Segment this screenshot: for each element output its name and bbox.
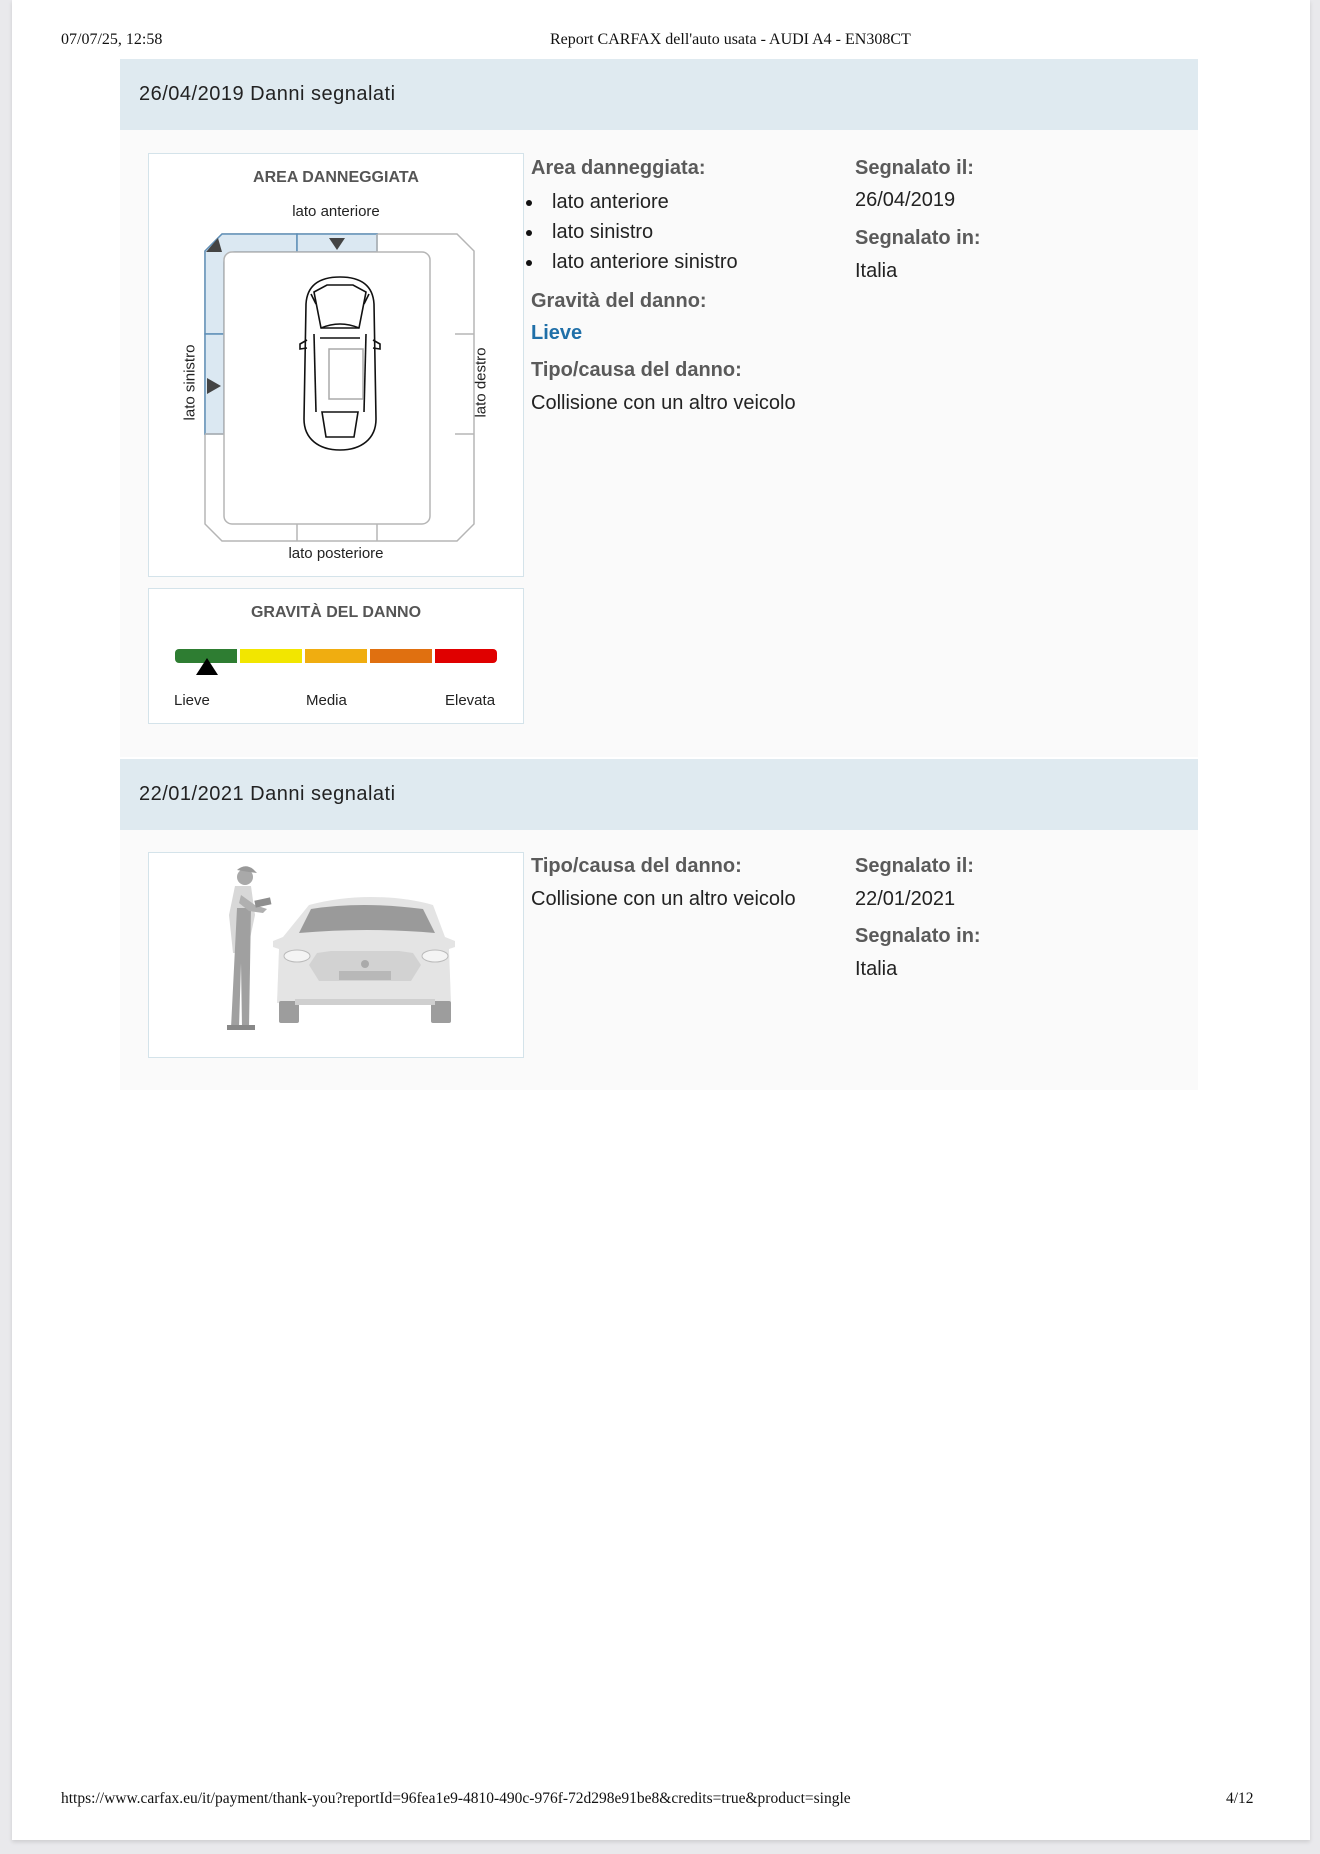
severity-bar xyxy=(175,649,497,663)
severity-value: Lieve xyxy=(531,322,583,344)
list-item: lato anteriore xyxy=(531,187,831,217)
print-datetime: 07/07/25, 12:58 xyxy=(61,31,163,48)
damage-record-2021 xyxy=(120,759,1198,1090)
mechanic-illustration xyxy=(148,852,524,1058)
reported-on-label: Segnalato il: xyxy=(855,157,974,179)
reported-on-value: 22/01/2021 xyxy=(855,888,956,910)
severity-segment xyxy=(240,649,302,663)
severity-scale-title: GRAVITÀ DEL DANNO xyxy=(250,604,422,621)
mechanic-inspecting-car-icon xyxy=(149,853,523,1057)
cause-value: Collisione con un altro veicolo xyxy=(531,888,796,910)
report-details xyxy=(855,849,1155,985)
severity-label-low: Lieve xyxy=(174,692,210,709)
reported-on-label: Segnalato il: xyxy=(855,855,974,877)
damage-details xyxy=(531,151,831,419)
reported-in-label: Segnalato in: xyxy=(855,925,981,947)
severity-label: Gravità del danno: xyxy=(531,290,707,312)
reported-in-value: Italia xyxy=(855,260,898,282)
diagram-title: AREA DANNEGGIATA xyxy=(253,169,419,186)
cause-value: Collisione con un altro veicolo xyxy=(531,392,796,414)
label-left: lato sinistro xyxy=(181,344,199,421)
print-title: Report CARFAX dell'auto usata - AUDI A4 - EN308CT xyxy=(550,31,911,48)
severity-label-high: Elevata xyxy=(445,692,496,709)
label-front: lato anteriore xyxy=(292,203,380,220)
label-rear: lato posteriore xyxy=(288,545,384,562)
list-item: lato sinistro xyxy=(531,217,831,247)
damaged-areas-list xyxy=(531,187,831,277)
reported-in-value: Italia xyxy=(855,958,898,980)
record-title: 22/01/2021 Danni segnalati xyxy=(120,759,1198,830)
cause-label: Tipo/causa del danno: xyxy=(531,359,742,381)
cause-label: Tipo/causa del danno: xyxy=(531,855,742,877)
report-details xyxy=(855,151,1155,287)
label-right: lato destro xyxy=(472,347,490,418)
car-zone-diagram xyxy=(149,154,523,576)
document-page xyxy=(12,0,1310,1840)
page-number: 4/12 xyxy=(1226,1790,1254,1807)
severity-scale-panel xyxy=(148,588,524,724)
severity-indicator-icon xyxy=(196,658,218,675)
damage-details xyxy=(531,849,831,915)
severity-segment xyxy=(370,649,432,663)
severity-label-medium: Media xyxy=(306,692,347,709)
record-title: 26/04/2019 Danni segnalati xyxy=(120,59,1198,130)
damage-record-2019 xyxy=(120,59,1198,757)
reported-in-label: Segnalato in: xyxy=(855,227,981,249)
damage-area-diagram xyxy=(148,153,524,577)
severity-segment xyxy=(305,649,367,663)
area-label: Area danneggiata: xyxy=(531,157,706,179)
report-url-link[interactable]: https://www.carfax.eu/it/payment/thank-you?reportId=96fea1e9-4810-490c-976f-72d298e91be8&credits=true&product=single xyxy=(61,1790,851,1807)
severity-segment xyxy=(435,649,497,663)
reported-on-value: 26/04/2019 xyxy=(855,189,956,211)
list-item: lato anteriore sinistro xyxy=(531,247,831,277)
